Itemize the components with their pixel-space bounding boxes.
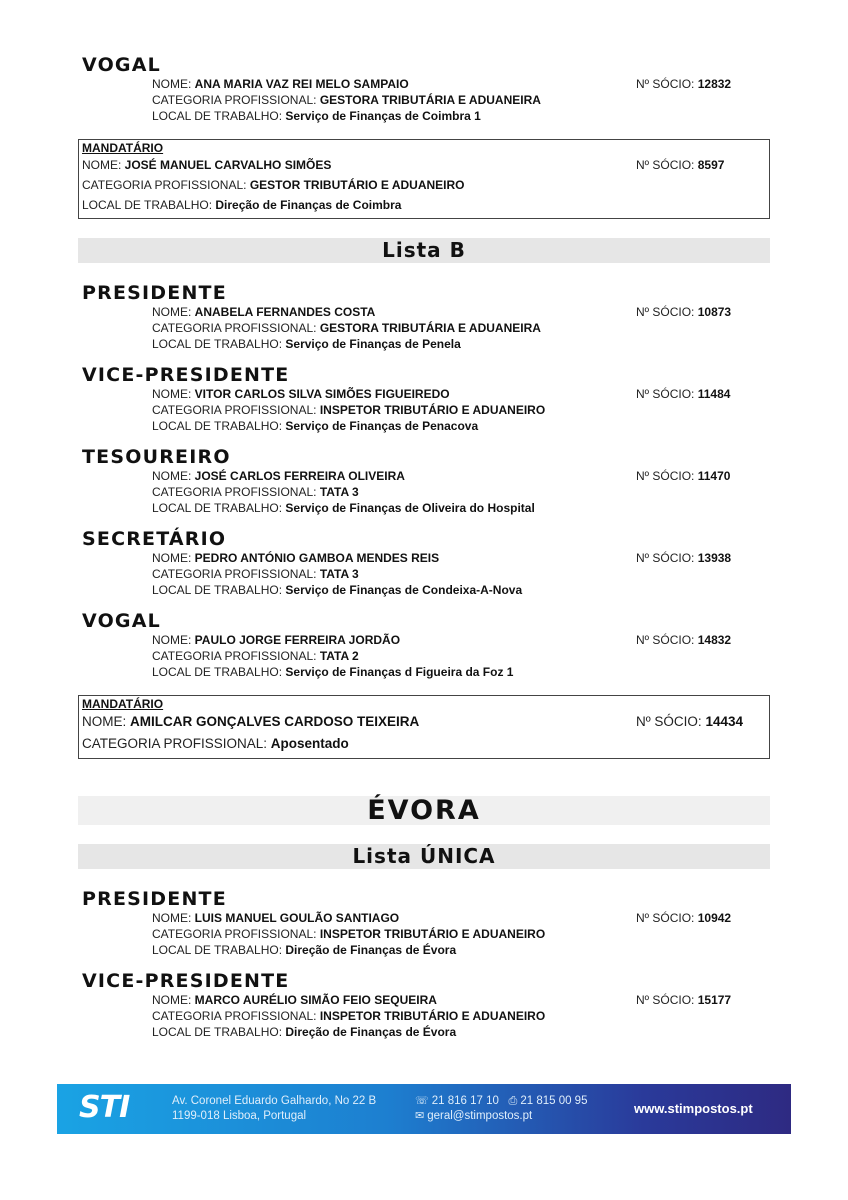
- address-line-2: 1199-018 Lisboa, Portugal: [172, 1110, 307, 1122]
- nome-value: VITOR CARLOS SILVA SIMÕES FIGUEIREDO: [194, 387, 450, 401]
- local-label: LOCAL DE TRABALHO:: [152, 943, 286, 957]
- nome-value: MARCO AURÉLIO SIMÃO FEIO SEQUEIRA: [194, 993, 437, 1007]
- local-label: LOCAL DE TRABALHO:: [82, 198, 216, 212]
- nome-value: AMILCAR GONÇALVES CARDOSO TEIXEIRA: [130, 714, 420, 729]
- socio-number: [636, 711, 743, 733]
- nome-label: NOME:: [152, 305, 195, 319]
- local-line: [78, 500, 770, 516]
- categoria-value: GESTOR TRIBUTÁRIO E ADUANEIRO: [249, 178, 465, 192]
- socio-number: [636, 632, 731, 648]
- local-line: [78, 336, 770, 352]
- nome-label: NOME:: [82, 158, 125, 172]
- member-entry: [78, 446, 770, 516]
- categoria-line: [82, 175, 766, 195]
- socio-number: [636, 304, 731, 320]
- local-label: LOCAL DE TRABALHO:: [152, 501, 286, 515]
- categoria-label: CATEGORIA PROFISSIONAL:: [82, 178, 250, 192]
- socio-value: 14434: [705, 714, 743, 729]
- socio-number: [636, 992, 731, 1008]
- footer-address: [172, 1094, 376, 1124]
- categoria-label: CATEGORIA PROFISSIONAL:: [152, 93, 320, 107]
- local-line: [78, 418, 770, 434]
- socio-label: Nº SÓCIO:: [636, 911, 698, 925]
- socio-label: Nº SÓCIO:: [636, 714, 706, 729]
- local-value: Direção de Finanças de Évora: [285, 1025, 457, 1039]
- nome-label: NOME:: [152, 551, 195, 565]
- categoria-value: INSPETOR TRIBUTÁRIO E ADUANEIRO: [319, 1009, 546, 1023]
- categoria-label: CATEGORIA PROFISSIONAL:: [152, 403, 320, 417]
- member-entry: [78, 528, 770, 598]
- categoria-label: CATEGORIA PROFISSIONAL:: [152, 649, 320, 663]
- mandatario-box: [78, 695, 770, 759]
- nome-line: [78, 910, 770, 926]
- mandatario-heading: MANDATÁRIO: [82, 141, 164, 155]
- categoria-line: [78, 648, 770, 664]
- local-label: LOCAL DE TRABALHO:: [152, 665, 286, 679]
- nome-line: [78, 468, 770, 484]
- nome-label: NOME:: [152, 633, 195, 647]
- nome-label: NOME:: [152, 387, 195, 401]
- nome-label: NOME:: [82, 714, 131, 729]
- nome-label: NOME:: [152, 469, 195, 483]
- local-value: Serviço de Finanças d Figueira da Foz 1: [285, 665, 514, 679]
- categoria-label: CATEGORIA PROFISSIONAL:: [152, 321, 320, 335]
- footer-contacts: [415, 1094, 587, 1124]
- local-label: LOCAL DE TRABALHO:: [152, 1025, 286, 1039]
- socio-number: [636, 550, 731, 566]
- phone-number: 21 816 17 10: [431, 1095, 499, 1107]
- categoria-line: [78, 566, 770, 582]
- nome-value: LUIS MANUEL GOULÃO SANTIAGO: [194, 911, 400, 925]
- socio-value: 10873: [697, 305, 732, 319]
- nome-value: JOSÉ CARLOS FERREIRA OLIVEIRA: [194, 469, 405, 483]
- local-line: [78, 582, 770, 598]
- nome-label: NOME:: [152, 911, 195, 925]
- categoria-line: [78, 402, 770, 418]
- footer-banner: [57, 1084, 791, 1134]
- nome-value: PEDRO ANTÓNIO GAMBOA MENDES REIS: [194, 551, 440, 565]
- socio-number: [636, 155, 724, 175]
- role-heading: VICE-PRESIDENTE: [82, 970, 290, 992]
- socio-label: Nº SÓCIO:: [636, 77, 698, 91]
- socio-label: Nº SÓCIO:: [636, 387, 698, 401]
- socio-value: 11470: [697, 469, 731, 483]
- local-line: [78, 664, 770, 680]
- member-entry: [78, 54, 770, 124]
- member-entry: [78, 888, 770, 958]
- categoria-line: [82, 733, 766, 755]
- fax-icon: ⎙: [508, 1095, 518, 1107]
- categoria-label: CATEGORIA PROFISSIONAL:: [152, 927, 320, 941]
- local-value: Serviço de Finanças de Coimbra 1: [285, 109, 481, 123]
- list-heading: Lista ÚNICA: [78, 844, 770, 869]
- local-line: [82, 195, 766, 215]
- nome-line: [78, 304, 770, 320]
- role-heading: VOGAL: [82, 54, 161, 76]
- socio-value: 8597: [697, 158, 725, 172]
- socio-value: 11484: [697, 387, 731, 401]
- address-line-1: Av. Coronel Eduardo Galhardo, No 22 B: [172, 1095, 377, 1107]
- nome-value: ANA MARIA VAZ REI MELO SAMPAIO: [194, 77, 409, 91]
- role-heading: SECRETÁRIO: [82, 528, 227, 550]
- categoria-value: INSPETOR TRIBUTÁRIO E ADUANEIRO: [319, 403, 546, 417]
- socio-number: [636, 386, 730, 402]
- categoria-line: [78, 92, 770, 108]
- categoria-value: TATA 3: [319, 485, 359, 499]
- categoria-line: [78, 1008, 770, 1024]
- list-heading: Lista B: [78, 238, 770, 263]
- local-value: Serviço de Finanças de Penela: [285, 337, 461, 351]
- nome-value: JOSÉ MANUEL CARVALHO SIMÕES: [124, 158, 332, 172]
- socio-number: [636, 910, 731, 926]
- socio-label: Nº SÓCIO:: [636, 158, 698, 172]
- socio-value: 10942: [697, 911, 732, 925]
- role-heading: TESOUREIRO: [82, 446, 231, 468]
- member-entry: [78, 364, 770, 434]
- nome-line: [82, 711, 766, 733]
- categoria-line: [78, 320, 770, 336]
- member-entry: [78, 970, 770, 1040]
- local-label: LOCAL DE TRABALHO:: [152, 109, 286, 123]
- socio-label: Nº SÓCIO:: [636, 305, 698, 319]
- nome-label: NOME:: [152, 77, 195, 91]
- nome-line: [82, 155, 766, 175]
- categoria-label: CATEGORIA PROFISSIONAL:: [152, 567, 320, 581]
- role-heading: PRESIDENTE: [82, 282, 227, 304]
- nome-value: ANABELA FERNANDES COSTA: [194, 305, 376, 319]
- mandatario-box: [78, 139, 770, 219]
- socio-number: [636, 468, 730, 484]
- categoria-value: TATA 3: [319, 567, 359, 581]
- role-heading: PRESIDENTE: [82, 888, 227, 910]
- socio-value: 14832: [697, 633, 732, 647]
- categoria-value: GESTORA TRIBUTÁRIA E ADUANEIRA: [319, 321, 541, 335]
- socio-label: Nº SÓCIO:: [636, 551, 698, 565]
- email-link[interactable]: geral@stimpostos.pt: [427, 1110, 533, 1122]
- member-entry: [78, 610, 770, 680]
- categoria-value: Aposentado: [270, 736, 349, 751]
- local-value: Serviço de Finanças de Condeixa-A-Nova: [285, 583, 523, 597]
- nome-label: NOME:: [152, 993, 195, 1007]
- nome-line: [78, 76, 770, 92]
- categoria-value: GESTORA TRIBUTÁRIA E ADUANEIRA: [319, 93, 541, 107]
- phone-icon: ☏: [415, 1095, 429, 1107]
- local-label: LOCAL DE TRABALHO:: [152, 337, 286, 351]
- fax-number: 21 815 00 95: [520, 1095, 588, 1107]
- document-page: [78, 54, 770, 1040]
- local-value: Serviço de Finanças de Oliveira do Hospital: [285, 501, 535, 515]
- mandatario-heading: MANDATÁRIO: [82, 697, 164, 711]
- categoria-value: INSPETOR TRIBUTÁRIO E ADUANEIRO: [319, 927, 546, 941]
- local-label: LOCAL DE TRABALHO:: [152, 583, 286, 597]
- nome-line: [78, 632, 770, 648]
- socio-number: [636, 76, 731, 92]
- categoria-label: CATEGORIA PROFISSIONAL:: [152, 485, 320, 499]
- sti-logo: STI: [79, 1090, 130, 1125]
- socio-value: 12832: [697, 77, 732, 91]
- categoria-line: [78, 926, 770, 942]
- local-line: [78, 1024, 770, 1040]
- socio-label: Nº SÓCIO:: [636, 633, 698, 647]
- nome-line: [78, 992, 770, 1008]
- local-line: [78, 942, 770, 958]
- categoria-value: TATA 2: [319, 649, 359, 663]
- member-entry: [78, 282, 770, 352]
- socio-label: Nº SÓCIO:: [636, 469, 698, 483]
- local-line: [78, 108, 770, 124]
- local-value: Direção de Finanças de Coimbra: [215, 198, 402, 212]
- district-heading: ÉVORA: [78, 796, 770, 825]
- socio-label: Nº SÓCIO:: [636, 993, 698, 1007]
- role-heading: VOGAL: [82, 610, 161, 632]
- email-icon: ✉: [415, 1110, 425, 1122]
- nome-value: PAULO JORGE FERREIRA JORDÃO: [194, 633, 401, 647]
- categoria-label: CATEGORIA PROFISSIONAL:: [82, 736, 271, 751]
- nome-line: [78, 386, 770, 402]
- local-value: Serviço de Finanças de Penacova: [285, 419, 479, 433]
- categoria-line: [78, 484, 770, 500]
- local-label: LOCAL DE TRABALHO:: [152, 419, 286, 433]
- website-link[interactable]: www.stimpostos.pt: [634, 1101, 753, 1116]
- local-value: Direção de Finanças de Évora: [285, 943, 457, 957]
- socio-value: 15177: [697, 993, 732, 1007]
- role-heading: VICE-PRESIDENTE: [82, 364, 290, 386]
- nome-line: [78, 550, 770, 566]
- socio-value: 13938: [697, 551, 732, 565]
- categoria-label: CATEGORIA PROFISSIONAL:: [152, 1009, 320, 1023]
